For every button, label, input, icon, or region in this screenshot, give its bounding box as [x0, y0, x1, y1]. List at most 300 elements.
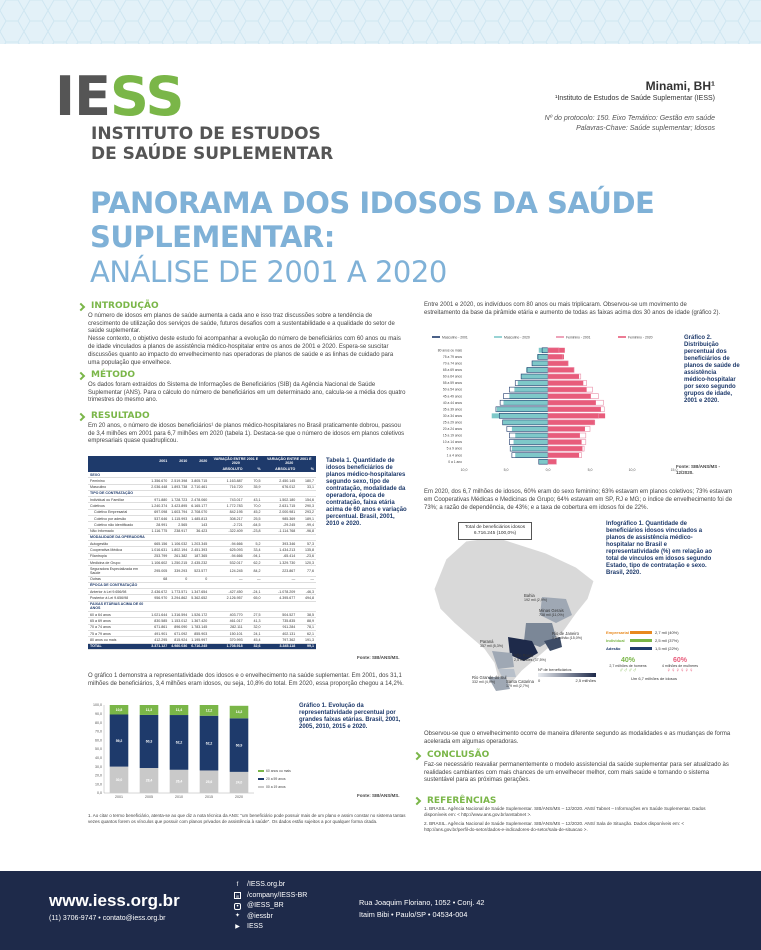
x-tick-label: 0,0	[545, 468, 551, 472]
table-cell: 120,3	[297, 559, 316, 565]
table-cell	[245, 601, 263, 611]
table-cell: 36.423	[189, 528, 209, 534]
table-cell: 665.156	[149, 541, 169, 547]
pyramid-bar	[539, 348, 548, 353]
graph-1-source: Fonte: SIB/ANS/MS.	[357, 793, 400, 798]
x-tick-label: 5,0	[503, 468, 509, 472]
state-name: Santa Catarina	[506, 679, 534, 684]
sex-percent: 60%	[672, 657, 687, 664]
sex-percent: 40%	[620, 657, 635, 664]
pyramid-bar	[503, 420, 548, 425]
table-cell: Coletivo não identificado	[88, 522, 149, 528]
reference-item: 2. BRASIL. Agência Nacional de Saúde Suplementar. SIB/ANS/MS – 12/2020. ANS/ Sala de Situação. Dados disponíveis em: < http://ans.gov.br/perfil-do-setor/dados-e-indicadores-do-setor/sala-de-situacao >.	[424, 821, 685, 832]
title-line-2: ANÁLISE DE 2001 A 2020	[90, 255, 447, 289]
instagram-icon: •	[234, 903, 241, 910]
table-cell: 537.646	[149, 515, 169, 521]
table-cell: 1.153.012	[171, 618, 188, 623]
table-cell: 143	[189, 522, 209, 528]
table-cell: —	[297, 576, 316, 582]
table-cell: 911.284	[263, 624, 298, 630]
table-cell: 2.519.398	[171, 478, 188, 483]
graph-2-source: Fonte: SIB/ANS/MS - 12/2020.	[676, 464, 720, 475]
age-pyramid-chart	[426, 333, 682, 478]
bar-data-label: 11,3	[145, 708, 153, 713]
table-cell: -23,6	[297, 553, 316, 559]
state-value: 179 mil (2,7%)	[506, 684, 530, 688]
logo-letters-gray: IE	[55, 65, 110, 128]
chevron-right-icon	[77, 372, 85, 380]
table-cell: 1.250.215	[171, 560, 188, 565]
table-subheader: ABSOLUTO	[263, 466, 298, 472]
logo-letters-green: SS	[109, 65, 184, 128]
logo-subtitle-1: INSTITUTO DE ESTUDOS	[91, 124, 321, 144]
table-cell: 32,0	[245, 624, 263, 630]
table-cell: 187.365	[189, 553, 209, 559]
table-cell: Outras	[88, 576, 149, 582]
table-cell: 2.450.145	[263, 478, 298, 484]
table-cell: -64,5	[245, 522, 263, 528]
graph-2-caption-text: Gráfico 2. Distribuição percentual dos beneficiários de planos de saúde de assistência médico-hospitalar por sexo segundo grupos de idade, 2001 e 2020.	[684, 335, 740, 404]
table-cell: 4.395.677	[263, 595, 298, 601]
table-cell	[263, 601, 298, 611]
table-cell: 855.903	[189, 630, 209, 636]
table-cell: Masculino	[88, 484, 149, 490]
table-cell: 253.799	[149, 553, 169, 559]
stat-bar	[630, 639, 652, 642]
table-cell: 33,4	[245, 547, 263, 553]
table-cell: 370.993	[209, 637, 244, 643]
state-label	[524, 593, 547, 603]
state-value: 1,0 milhão (15,0%)	[552, 636, 583, 640]
total-value: 6.716.245 (100,0%)	[473, 531, 517, 536]
result-section	[88, 413, 406, 446]
table-cell: MODALIDADE DA OPERADORA	[88, 534, 149, 540]
male-stat	[606, 657, 650, 674]
table-cell: 339.293	[169, 566, 189, 576]
y-tick-label: 30 a 34 anos	[442, 413, 462, 418]
table-row	[88, 643, 316, 649]
pyramid-bar	[492, 413, 548, 418]
y-tick-label: 1 a 4 anos	[446, 453, 462, 458]
references-heading: REFERÊNCIAS	[427, 796, 497, 806]
table-cell: 223.867	[263, 566, 298, 576]
conclusion-section	[424, 752, 740, 785]
legend-label: 60 anos ou mais	[266, 769, 291, 774]
pyramid-bar	[548, 459, 556, 464]
map-legend-max: 2,5 milhões	[575, 678, 596, 683]
table-cell: Anterior à Lei 9.656/98	[88, 589, 149, 595]
table-cell: Não Informado	[88, 528, 149, 534]
author-block	[415, 79, 715, 134]
table-cell: 1.485.813	[191, 516, 208, 521]
table-cell: 28.991	[149, 522, 169, 528]
social-link-twitter[interactable]	[234, 912, 307, 923]
footer	[0, 871, 761, 950]
pyramid-bar	[514, 387, 548, 392]
bar-data-label: 24,0	[235, 780, 243, 785]
y-tick-label: 50,0	[95, 747, 102, 752]
table-cell: 60 a 64 anos	[88, 612, 149, 618]
social-label: /company/IESS-BR	[247, 891, 308, 899]
stat-label: Individual	[606, 638, 625, 643]
pyramid-bar	[548, 387, 587, 392]
y-tick-label: 10,0	[95, 782, 102, 787]
state-value: 332 mil (4,9%)	[472, 680, 496, 684]
infographic-note: Um 6,7 milhões de idosos	[630, 676, 678, 681]
stat-value: 1,5 mil (22%)	[655, 646, 679, 651]
bar-data-label: 12,2	[205, 708, 213, 713]
social-links	[234, 880, 307, 933]
state-value: 192 mil (2,9%)	[524, 598, 548, 602]
table-cell: 43,1	[245, 497, 263, 503]
table-cell: 1.526.172	[191, 612, 208, 617]
pyramid-bar	[537, 354, 548, 359]
table-cell: 461.017	[209, 618, 244, 624]
stat-value: 2,5 mil (37%)	[655, 638, 679, 643]
table-cell: 671.092	[169, 630, 189, 636]
bar-data-label: 26,4	[175, 779, 183, 784]
table-cell: 84,2	[245, 566, 263, 576]
facebook-icon: f	[236, 881, 239, 888]
stat-label: Empresarial	[606, 630, 629, 635]
map-legend-min: 0	[538, 678, 541, 683]
youtube-icon: ▶	[235, 923, 240, 930]
twitter-icon: ✦	[234, 913, 241, 920]
table-cell	[297, 601, 316, 611]
table-cell: 403.770	[209, 612, 244, 618]
table-cell: 1.356.670	[151, 478, 168, 483]
table-1	[88, 456, 316, 650]
pyramid-bar	[548, 361, 568, 366]
table-cell: 1.772.783	[209, 503, 244, 509]
table-cell: 2.000.981	[263, 509, 298, 515]
social-link-youtube[interactable]	[234, 922, 307, 933]
state-name: Paraná	[480, 639, 494, 644]
graph-2-caption	[684, 335, 740, 405]
pyramid-bar	[514, 440, 548, 445]
table-cell: Autogestão	[88, 541, 149, 547]
pyramid-bar	[497, 407, 548, 412]
logo-subtitle-2: DE SAÚDE SUPLEMENTAR	[91, 144, 334, 164]
y-tick-label: 90,0	[95, 712, 102, 716]
table-cell: 1.783.145	[191, 625, 208, 630]
table-cell: 5,2	[245, 541, 263, 547]
table-cell: 3.294.862	[171, 596, 188, 601]
table-cell: 532.017	[209, 559, 244, 565]
table-cell: 896.090	[169, 624, 189, 630]
table-cell: -29.245	[263, 522, 298, 528]
table-cell: Medicina de Grupo	[88, 559, 149, 565]
table-cell: 676.012	[263, 484, 298, 490]
table-cell: 1.116.775	[149, 528, 169, 534]
table-cell: 135,8	[297, 547, 316, 553]
social-link-instagram[interactable]	[234, 901, 307, 912]
table-cell: 290,3	[297, 503, 316, 509]
table-cell: Feminino	[88, 478, 149, 484]
pyramid-bar	[539, 459, 548, 464]
legend-label: Feminino - 2020	[628, 335, 653, 340]
table-cell: 75 a 79 anos	[88, 630, 149, 636]
pyramid-bar	[548, 420, 595, 425]
table-cell: -99,4	[297, 522, 316, 528]
legend-label: Masculino - 2020	[504, 335, 530, 340]
table-cell: Coletivos	[88, 503, 149, 509]
table-cell: 65,0	[245, 595, 263, 601]
table-cell: 523.577	[189, 566, 209, 576]
table-cell: 308.217	[209, 515, 244, 521]
hexagon-pattern	[0, 0, 761, 44]
social-label: @iessbr	[247, 912, 273, 920]
legend-label: 20 a 59 anos	[266, 777, 286, 782]
bar-data-label: 14,2	[235, 710, 243, 715]
table-cell: 1.106.602	[151, 560, 168, 565]
state-label	[480, 639, 503, 649]
table-cell: 1.708.918	[209, 643, 244, 649]
bar-data-label: 60,3	[145, 739, 153, 744]
author-institution: ¹Instituto de Estudos de Saúde Suplementar (IESS)	[555, 95, 715, 102]
table-cell: 2.436.672	[151, 589, 168, 594]
table-cell: -94.666	[209, 553, 244, 559]
table-cell: 743.017	[209, 497, 244, 503]
bar-data-label: 59,2	[115, 738, 123, 743]
graph-1-caption	[299, 703, 409, 731]
table-cell: 6.165.177	[191, 504, 208, 508]
table-cell: 2.708.070	[191, 510, 208, 515]
table-cell: 80 anos ou mais	[88, 637, 149, 643]
table-header: 2020	[189, 456, 209, 466]
table-cell: 797.362	[263, 637, 298, 643]
table-cell: 282.111	[209, 624, 244, 630]
conclusion-paragraph: Faz-se necessário reavaliar permanentemente o modelo assistencial da saúde suplementar para ser atualizado às realidades cambiantes com mais chances de um envelhecer melhor, com mais saúde e tornando o sistema sustentável para as próximas gerações.	[424, 761, 729, 784]
state-label	[506, 679, 534, 689]
table-row	[88, 601, 316, 611]
table-cell: —	[245, 576, 263, 582]
table-cell: Individual ou Familiar	[88, 497, 149, 503]
map-legend-gradient	[538, 673, 596, 677]
table-cell: 191,3	[297, 637, 316, 643]
pyramid-bar	[503, 400, 548, 405]
table-cell: 189,1	[297, 515, 316, 521]
table-subheader: %	[297, 466, 316, 472]
table-cell	[189, 601, 209, 611]
y-tick-label: 35 a 39 anos	[442, 407, 462, 412]
y-tick-label: 40 a 44 anos	[442, 400, 462, 405]
table-cell: 0	[169, 576, 189, 582]
table-cell: 393.346	[263, 541, 298, 547]
chevron-right-icon	[77, 413, 85, 421]
legend-label: Feminino - 2001	[566, 335, 591, 340]
table-cell: 62,2	[245, 559, 263, 565]
y-tick-label: 25 a 29 anos	[442, 420, 462, 425]
result-heading: RESULTADO	[91, 411, 150, 421]
state-label	[514, 653, 546, 663]
brazil-map	[426, 519, 601, 697]
table-cell: 2.126.957	[209, 595, 244, 601]
linkedin-icon: in	[235, 894, 240, 900]
table-cell: 2.451.393	[191, 547, 208, 552]
y-tick-label: 0 a 1 ano	[448, 459, 462, 464]
y-tick-label: 40,0	[95, 756, 102, 760]
table-cell: -94,1	[245, 553, 263, 559]
y-tick-label: 20 a 24 anos	[442, 427, 462, 432]
social-label: @IESS_BR	[247, 902, 284, 909]
y-tick-label: 50 a 54 anos	[442, 387, 462, 392]
table-cell: 625.093	[209, 547, 244, 553]
pyramid-bar	[548, 453, 579, 458]
author-name: Minami, BH¹	[645, 79, 715, 93]
map-legend	[538, 667, 604, 683]
table-cell: TIPO DE CONTRATAÇÃO	[88, 490, 149, 496]
table-cell: -96,8	[297, 528, 316, 534]
table-cell: Cooperativa Médica	[88, 547, 149, 553]
table-cell: 68	[149, 576, 169, 582]
table-cell: 1.316.594	[171, 612, 188, 617]
table-cell: 504.527	[263, 612, 298, 618]
table-1-source: Fonte: SIB/ANS/MS.	[357, 655, 400, 660]
table-cell: 3.805.715	[191, 478, 208, 483]
stacked-bar-chart	[88, 701, 291, 805]
state-value: 2,5 milhões (37,5%)	[514, 658, 546, 662]
table-cell	[149, 601, 169, 611]
table-subheader: ABSOLUTO	[209, 466, 244, 472]
title-line-1: PANORAMA DOS IDOSOS DA SAÚDE SUPLEMENTAR:	[90, 186, 655, 254]
pyramid-bar	[512, 426, 548, 431]
pyramid-bar	[548, 367, 574, 372]
pyramid-bar	[526, 367, 548, 372]
state-label	[539, 608, 564, 618]
infographic-caption	[606, 521, 716, 577]
x-tick-label: 10,0	[628, 468, 636, 472]
table-cell: 1.802.194	[171, 547, 188, 552]
table-cell: 1.773.571	[171, 589, 188, 594]
website-link[interactable]: www.iess.org.br	[49, 891, 180, 910]
table-cell	[169, 601, 189, 611]
table-cell: -46,3	[297, 589, 316, 595]
state-name: Minas Gerais	[539, 608, 564, 613]
address-line-1: Rua Joaquim Floriano, 1052 • Conj. 42	[359, 898, 485, 907]
footnote: 1. Ao citar o termo beneficiário, atenta-se ao que diz a nota técnica da ANS: "um beneficiário pode possuir mais de um plano e assim constar no sistema tantas vezes quantos forem os vínculos que possuir com planos privados de assistência à saúde". Os dados estão sujeitos a por qualquer forma citada.	[88, 813, 406, 824]
person-icon: ♀♀♀♀♀♀	[666, 668, 694, 674]
x-tick-label: 2015	[205, 795, 213, 799]
chevron-right-icon	[413, 797, 421, 805]
x-tick-label: 2010	[175, 795, 183, 799]
state-value: 357 mil (5,3%)	[480, 644, 504, 648]
table-cell: 238.917	[169, 528, 189, 534]
table-cell: ÉPOCA DE CONTRATAÇÃO	[88, 582, 149, 588]
table-cell: 716.720	[209, 484, 244, 490]
pyramid-bar	[548, 381, 583, 386]
state-name: Rio Grande do Sul	[472, 675, 507, 680]
table-cell: SEXO	[88, 472, 149, 478]
table-cell: 735.835	[263, 618, 298, 624]
pyramid-bar	[548, 348, 565, 353]
x-tick-label: 2001	[115, 795, 123, 799]
table-cell: 70,0	[245, 503, 263, 509]
bar-data-label: 11,4	[175, 708, 183, 713]
legend-label: Masculino - 2001	[442, 335, 468, 340]
table-cell: 1.021.644	[151, 612, 168, 617]
table-cell: 261.382	[169, 553, 189, 559]
table-cell: 494,8	[297, 595, 316, 601]
method-paragraph: Os dados foram extraídos do Sistema de Informações de Beneficiários (SIB) da Agência Nacional de Saúde Suplementar (ANS). Para o cálculo do número de beneficiários em um determinado ano, calcula-se a média dos quatro trimestres do mesmo ano.	[88, 381, 406, 404]
table-cell: -23,8	[245, 528, 263, 534]
reference-item: 1. BRASIL. Agência Nacional de Saúde Suplementar. SIB/ANS/MS – 12/2020. ANS/ Tabnet – Informações em Saúde Suplementar. Dados disponíveis em: < http://www.ans.gov.br/anstabnet >.	[424, 806, 706, 817]
table-cell: FAIXAS ETÁRIAS ACIMA DE 60 ANOS	[88, 601, 149, 611]
state-name: Rio de Janeiro	[552, 631, 580, 636]
table-cell: 70 a 74 anos	[88, 624, 149, 630]
table-cell: 1.893.738	[171, 485, 188, 490]
table-cell: 1.728.723	[171, 497, 188, 502]
female-stat	[658, 657, 702, 674]
table-cell: 842.195	[209, 509, 244, 515]
protocol-line: Nº do protocolo: 150. Eixo Temático: Gestão em saúde	[544, 115, 715, 122]
table-cell: Posterior à Lei 9.656/98	[88, 595, 149, 601]
infographic-stat-row	[606, 638, 702, 643]
total-label: Total de beneficiários idosos	[464, 525, 526, 530]
table-cell: 815.924	[169, 637, 189, 643]
y-tick-label: 70 a 74 anos	[442, 361, 462, 366]
table-header: VARIAÇÃO ENTRE 2001 E 2020	[263, 456, 316, 466]
table-cell: 2.435.232	[191, 560, 208, 565]
contact-info: (11) 3706-9747 • contato@iess.org.br	[49, 915, 166, 922]
x-tick-label: 2020	[235, 795, 243, 799]
table-cell: 1.329.730	[263, 559, 298, 565]
y-tick-label: 15 a 19 anos	[442, 433, 462, 438]
y-tick-label: 20,0	[95, 773, 102, 778]
pyramid-bar	[548, 446, 582, 451]
y-tick-label: 80,0	[95, 720, 102, 725]
bar-data-label: 25,6	[205, 779, 213, 784]
table-cell: 1.367.420	[191, 618, 208, 623]
table-cell: TOTAL	[88, 643, 149, 649]
intro-section	[88, 303, 406, 367]
table-cell: 38,5	[297, 612, 316, 618]
table-cell: 402.131	[263, 630, 298, 636]
table-cell: 35,9	[245, 484, 263, 490]
y-tick-label: 5 a 9 anos	[446, 446, 462, 451]
social-label: IESS	[247, 923, 263, 930]
table-cell: 1.502.180	[263, 497, 298, 503]
map-legend-title: Nº de beneficiários	[538, 667, 572, 672]
table-cell: 25,5	[245, 515, 263, 521]
table-cell: 57,3	[297, 541, 316, 547]
table-cell: 5.362.652	[191, 596, 208, 601]
table-cell: Seguradora Especializada em Saúde	[88, 566, 149, 576]
graph-1-caption-text: Gráfico 1. Evolução da representatividade percentual por grandes faixas etárias. Brasil, 2001, 2005, 2010, 2015 e 2020.	[299, 703, 401, 730]
table-cell: 1.163.887	[209, 478, 244, 484]
pyramid-bar	[548, 440, 582, 445]
table-row	[88, 566, 316, 576]
table-cell: 2.036.448	[151, 485, 168, 490]
social-link-linkedin[interactable]	[234, 891, 307, 902]
bar-data-label: 60,9	[235, 743, 243, 748]
intro-paragraph-2: Nesse contexto, o objetivo deste estudo foi acompanhar a evolução do número de beneficiários com 60 anos ou mais de idade vinculados a planos de assistência médico-hospitalar entre os anos de 2001 e 2020. Espera-se suscitar discussões quanto ao impacto do envelhecimento nas operadoras de planos de saúde e as linhas de cuidado para uma população que envelhece.	[88, 336, 401, 366]
table-cell: 180,7	[297, 478, 316, 484]
social-link-facebook[interactable]	[234, 880, 307, 891]
table-cell: 27,5	[245, 612, 263, 618]
table-cell: 1.195.997	[191, 637, 208, 642]
table-cell: 78,1	[297, 624, 316, 630]
stat-bar	[630, 647, 652, 650]
legend-label: 00 a 19 anos	[266, 785, 286, 790]
table-cell: -427.450	[209, 589, 244, 595]
table-cell: 1.106.032	[171, 541, 188, 546]
table-1-caption-text: Tabela 1. Quantidade de idosos beneficiários de planos médico-hospitalares segundo sexo, tipo de contratação, modalidade da operadora, época de contratação, faixa etária acima de 60 anos e variação percentual. Brasil, 2001, 2010 e 2020.	[326, 458, 407, 527]
table-cell: 1.434.213	[263, 547, 298, 553]
right-mid-text: Em 2020, dos 6,7 milhões de idosos, 60% eram do sexo feminino; 63% estavam em planos coletivos; 73% estavam em Cooperativas Médicas e Medicinas de Grupo; 64% estavam em SP, RJ e MG; o índice de envelhecimento foi de 73%; a razão de dependência, de 43%; e a taxa de cobertura em idosos foi de 22%.	[424, 489, 733, 511]
stat-label: Adesão	[606, 646, 621, 651]
graph-intro-text: O gráfico 1 demonstra a representatividade dos idosos e o envelhecimento na saúde suplementar. Em 2001, dos 31,1 milhões de beneficiários, 3,4 milhões eram idosos, ou seja, 10,8% do total. Em 2020, essa proporção chegou a 14,2%.	[88, 673, 404, 687]
